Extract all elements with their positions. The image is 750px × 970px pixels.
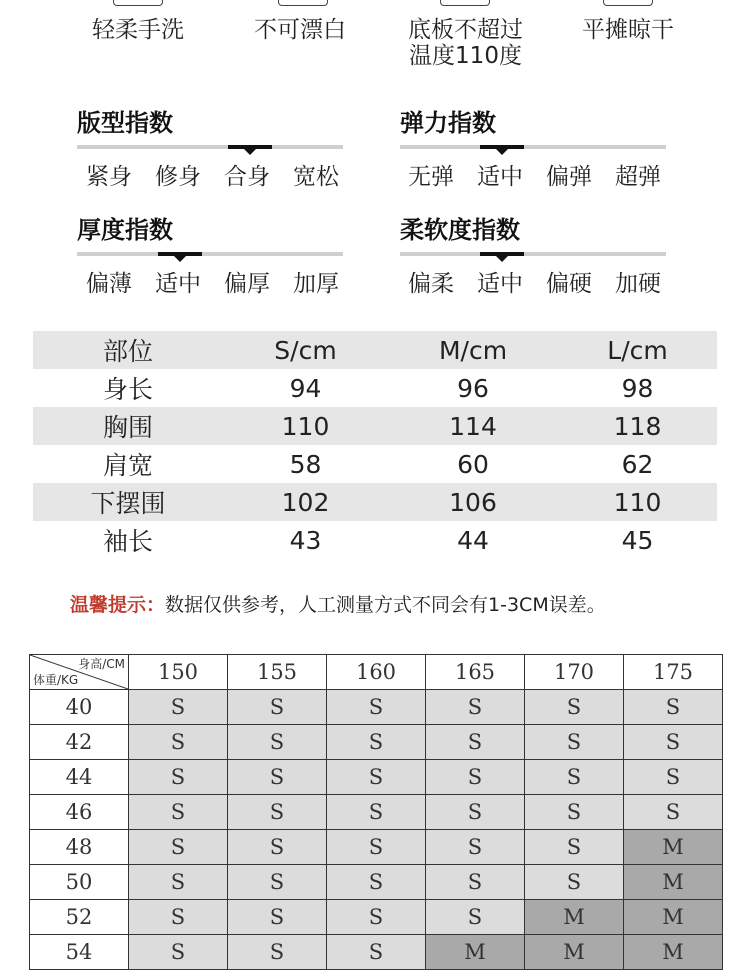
thickness-scale-bar — [77, 252, 343, 256]
size-cell: M — [426, 935, 525, 970]
weight-cell: 52 — [30, 900, 129, 935]
care-hand-wash: 轻柔手洗 — [92, 17, 184, 43]
table-row — [30, 830, 723, 865]
table-cell: 110 — [223, 407, 388, 445]
size-cell: S — [129, 865, 228, 900]
size-cell: S — [525, 795, 624, 830]
size-cell: S — [525, 865, 624, 900]
table-cell: 58 — [289, 449, 322, 479]
thickness-scale-marker — [158, 252, 202, 256]
height-header: 150 — [129, 655, 228, 690]
elasticity-option: 适中 — [477, 164, 523, 190]
size-cell: S — [525, 725, 624, 760]
size-cell: M — [624, 830, 723, 865]
size-cell: M — [624, 900, 723, 935]
table-cell: 60 — [457, 449, 489, 479]
size-table-header — [33, 331, 717, 369]
table-row — [33, 407, 717, 445]
table-cell: 肩宽 — [102, 451, 153, 480]
size-table — [33, 331, 717, 559]
size-cell: S — [129, 900, 228, 935]
care-no-bleach: 不可漂白 — [254, 17, 346, 43]
header-cell: M/cm — [388, 331, 558, 369]
thickness-index-title: 厚度指数 — [77, 216, 173, 244]
table-row — [30, 935, 723, 970]
size-cell: S — [327, 900, 426, 935]
fit-scale-bar — [77, 145, 343, 149]
table-cell: 106 — [388, 483, 558, 521]
table-cell: 袖长 — [102, 527, 153, 556]
size-cell: S — [129, 935, 228, 970]
iron-icon — [440, 0, 490, 6]
size-cell: S — [624, 725, 723, 760]
softness-option: 偏硬 — [546, 271, 592, 297]
elasticity-index-title: 弹力指数 — [400, 109, 496, 137]
softness-options — [408, 265, 684, 298]
thickness-option: 适中 — [155, 271, 201, 297]
weight-cell: 42 — [30, 725, 129, 760]
size-cell: S — [525, 690, 624, 725]
table-cell: 44 — [457, 525, 489, 555]
care-iron-temp: 底板不超过 温度110度 — [408, 17, 523, 69]
table-cell: 胸围 — [33, 407, 223, 445]
weight-cell: 50 — [30, 865, 129, 900]
softness-scale-marker — [480, 252, 524, 256]
fit-option: 修身 — [155, 164, 201, 190]
table-cell: 45 — [621, 525, 654, 555]
size-cell: M — [624, 935, 723, 970]
no-bleach-icon — [278, 0, 328, 6]
header-cell: L/cm — [558, 331, 717, 369]
hand-wash-icon — [113, 0, 163, 6]
tip-text: 数据仅供参考，人工测量方式不同会有1-3CM误差。 — [165, 594, 606, 616]
thickness-option: 偏厚 — [224, 271, 270, 297]
table-row — [30, 865, 723, 900]
height-header: 175 — [624, 655, 723, 690]
weight-cell: 54 — [30, 935, 129, 970]
fit-option: 宽松 — [293, 164, 339, 190]
softness-index-title: 柔软度指数 — [400, 216, 520, 244]
size-cell: S — [426, 760, 525, 795]
weight-cell: 44 — [30, 760, 129, 795]
size-cell: M — [525, 935, 624, 970]
size-cell: S — [426, 830, 525, 865]
size-cell: S — [426, 900, 525, 935]
table-row — [30, 795, 723, 830]
header-cell: S/cm — [223, 331, 388, 369]
softness-option: 加硬 — [615, 271, 661, 297]
softness-scale-bar — [400, 252, 666, 256]
thickness-options — [86, 265, 362, 298]
table-cell: 下摆围 — [33, 483, 223, 521]
size-cell: S — [624, 795, 723, 830]
size-cell: S — [426, 865, 525, 900]
size-cell: S — [426, 690, 525, 725]
size-recommendation-table — [29, 654, 723, 970]
size-cell: S — [129, 795, 228, 830]
elasticity-scale-bar — [400, 145, 666, 149]
measurement-tip — [70, 590, 606, 617]
table-cell: 94 — [289, 373, 322, 403]
table-cell: 96 — [457, 373, 489, 403]
corner-cell — [30, 655, 129, 690]
height-header: 165 — [426, 655, 525, 690]
elasticity-option: 偏弹 — [546, 164, 592, 190]
dry-flat-icon — [603, 0, 653, 6]
table-row — [30, 760, 723, 795]
header-cell: 部位 — [33, 331, 223, 369]
tip-label: 温馨提示： — [70, 594, 166, 616]
size-cell: S — [624, 690, 723, 725]
size-cell: S — [228, 830, 327, 865]
size-cell: S — [228, 760, 327, 795]
size-cell: S — [228, 795, 327, 830]
size-cell: S — [129, 725, 228, 760]
table-row — [30, 690, 723, 725]
elasticity-option: 无弹 — [408, 164, 454, 190]
table-row — [33, 369, 717, 407]
size-cell: S — [228, 935, 327, 970]
rec-body — [30, 690, 723, 970]
size-cell: S — [327, 830, 426, 865]
size-cell: S — [426, 795, 525, 830]
fit-option: 合身 — [224, 164, 270, 190]
size-cell: M — [624, 865, 723, 900]
care-dry-flat: 平摊晾干 — [582, 17, 674, 43]
table-cell: 102 — [223, 483, 388, 521]
size-cell: S — [525, 830, 624, 865]
size-cell: S — [327, 795, 426, 830]
size-cell: S — [228, 900, 327, 935]
rec-header-row — [30, 655, 723, 690]
weight-cell: 40 — [30, 690, 129, 725]
weight-cell: 48 — [30, 830, 129, 865]
fit-scale-marker — [228, 145, 272, 149]
height-header: 155 — [228, 655, 327, 690]
size-cell: S — [327, 865, 426, 900]
size-cell: S — [327, 690, 426, 725]
table-row — [33, 483, 717, 521]
table-row — [33, 445, 717, 483]
elasticity-options — [408, 158, 684, 191]
table-cell: 110 — [558, 483, 717, 521]
thickness-option: 偏薄 — [86, 271, 132, 297]
elasticity-scale-marker — [480, 145, 524, 149]
table-cell: 身长 — [102, 375, 153, 404]
table-row — [30, 900, 723, 935]
table-row — [33, 521, 717, 559]
size-cell: S — [228, 690, 327, 725]
table-cell: 114 — [388, 407, 558, 445]
size-cell: S — [129, 760, 228, 795]
table-cell: 43 — [289, 525, 322, 555]
fit-index-title: 版型指数 — [77, 109, 173, 137]
size-cell: S — [327, 725, 426, 760]
size-cell: M — [525, 900, 624, 935]
fit-option: 紧身 — [86, 164, 132, 190]
size-cell: S — [426, 725, 525, 760]
elasticity-option: 超弹 — [615, 164, 661, 190]
height-header: 160 — [327, 655, 426, 690]
height-header: 170 — [525, 655, 624, 690]
size-cell: S — [327, 935, 426, 970]
table-cell: 62 — [621, 449, 654, 479]
size-cell: S — [327, 760, 426, 795]
table-cell: 118 — [558, 407, 717, 445]
thickness-option: 加厚 — [293, 271, 339, 297]
table-cell: 98 — [621, 373, 654, 403]
fit-options — [86, 158, 362, 191]
size-cell: S — [129, 690, 228, 725]
size-cell: S — [129, 830, 228, 865]
size-cell: S — [228, 725, 327, 760]
size-cell: S — [525, 760, 624, 795]
height-axis-label: 身高/CM — [78, 657, 125, 671]
weight-cell: 46 — [30, 795, 129, 830]
size-cell: S — [228, 865, 327, 900]
size-cell: S — [624, 760, 723, 795]
softness-option: 偏柔 — [408, 271, 454, 297]
softness-option: 适中 — [477, 271, 523, 297]
table-row — [30, 725, 723, 760]
weight-axis-label: 体重/KG — [33, 673, 79, 687]
